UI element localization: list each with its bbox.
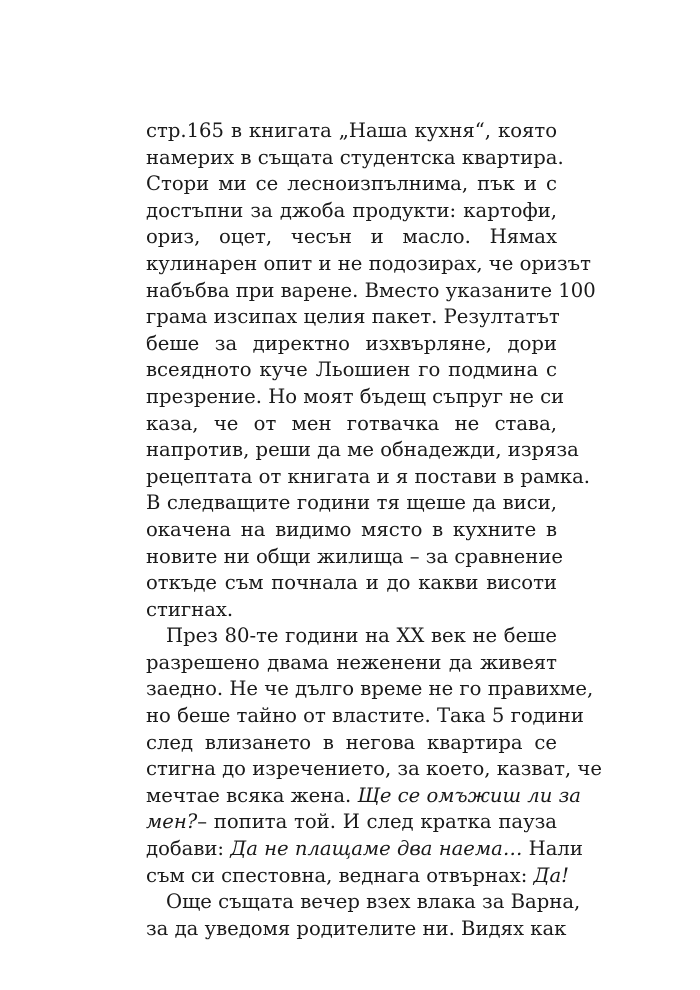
text-line [146, 703, 584, 730]
text-segment: Стори ми се лесноизпълнима, пък и с [146, 172, 557, 196]
paragraph [146, 118, 596, 623]
text-line [146, 437, 579, 464]
text-segment: напротив, реши да ме обнадежди, изряза [146, 438, 579, 462]
text-line [146, 836, 583, 863]
text-segment: намерих в същата студентска квартира. [146, 145, 564, 169]
text-segment: кулинарен опит и не подозирах, че оризът [146, 251, 591, 275]
text-segment: стигна до изречението, за което, казват, че [146, 757, 602, 781]
text-line [146, 676, 594, 703]
text-line [146, 809, 557, 836]
text-segment: разрешено двама неженени да живеят [146, 650, 557, 674]
text-segment: каза, че от мен готвачка не става, [146, 411, 557, 435]
text-line [146, 171, 557, 198]
text-line [146, 544, 563, 571]
text-line [146, 756, 602, 783]
text-segment: съм си спестовна, веднага отвърнах: [146, 863, 534, 887]
text-line [146, 490, 557, 517]
text-line [146, 224, 557, 251]
text-line [146, 916, 567, 943]
text-segment: след влизането в негова квартира се [146, 730, 557, 754]
text-line [146, 198, 557, 225]
text-segment: Нали [522, 837, 583, 861]
text-line [146, 384, 565, 411]
paragraph [146, 889, 581, 942]
italic-text-segment: Да! [533, 863, 570, 887]
paragraph [146, 623, 602, 889]
text-segment: – попита той. И след кратка пауза [197, 810, 557, 834]
text-line [146, 331, 557, 358]
text-segment: беше за директно изхвърляне, дори [146, 331, 557, 355]
text-segment: грама изсипах целия пакет. Резултатът [146, 305, 560, 329]
text-segment: всеядното куче Льошиен го подмина с [146, 358, 557, 382]
text-segment: презрение. Но моят бъдещ съпруг не си [146, 384, 565, 408]
text-line [146, 783, 581, 810]
italic-text-segment: мен? [146, 810, 198, 834]
text-segment: достъпни за джоба продукти: картофи, [146, 198, 557, 222]
text-segment: стигнах. [146, 597, 234, 621]
text-line [146, 251, 591, 278]
text-line [146, 730, 557, 757]
text-segment: В следващите години тя щеше да виси, [146, 491, 557, 515]
text-segment: новите ни общи жилища – за сравнение [146, 544, 563, 568]
text-segment: ориз, оцет, чесън и масло. Нямах [146, 225, 557, 249]
text-segment: набъбва при варене. Вместо указаните 100 [146, 278, 596, 302]
text-line [146, 597, 557, 624]
italic-text-segment: Ще се омъжиш ли за [357, 783, 581, 807]
text-line [146, 118, 557, 145]
text-segment: за да уведомя родителите ни. Видях как [146, 916, 567, 940]
text-segment: но беше тайно от властите. Така 5 години [146, 704, 584, 728]
text-segment: стр.165 в книгата „Наша кухня“, която [146, 119, 557, 142]
text-line [146, 570, 557, 597]
text-line [146, 357, 557, 384]
text-segment: мечтае всяка жена. [146, 783, 358, 807]
text-segment: Още същата вечер взех влака за Варна, [166, 890, 581, 914]
text-segment: рецептата от книгата и я постави в рамка. [146, 464, 591, 488]
italic-text-segment: Да не плащаме два наема… [230, 837, 523, 861]
text-line [146, 464, 591, 491]
text-segment: През 80-те години на XX век не беше [166, 624, 557, 648]
page-body-text [146, 118, 602, 942]
text-line [146, 623, 557, 650]
text-line [146, 411, 557, 438]
text-segment: заедно. Не че дълго време не го правихме, [146, 677, 594, 701]
text-line [146, 863, 570, 890]
text-segment: окачена на видимо място в кухните в [146, 517, 557, 541]
text-segment: добави: [146, 837, 231, 861]
text-line [146, 517, 557, 544]
text-line [146, 278, 596, 305]
text-line [146, 650, 557, 677]
text-line [146, 304, 560, 331]
text-line [146, 145, 564, 172]
text-segment: откъде съм почнала и до какви висоти [146, 571, 557, 595]
text-line [146, 889, 581, 916]
